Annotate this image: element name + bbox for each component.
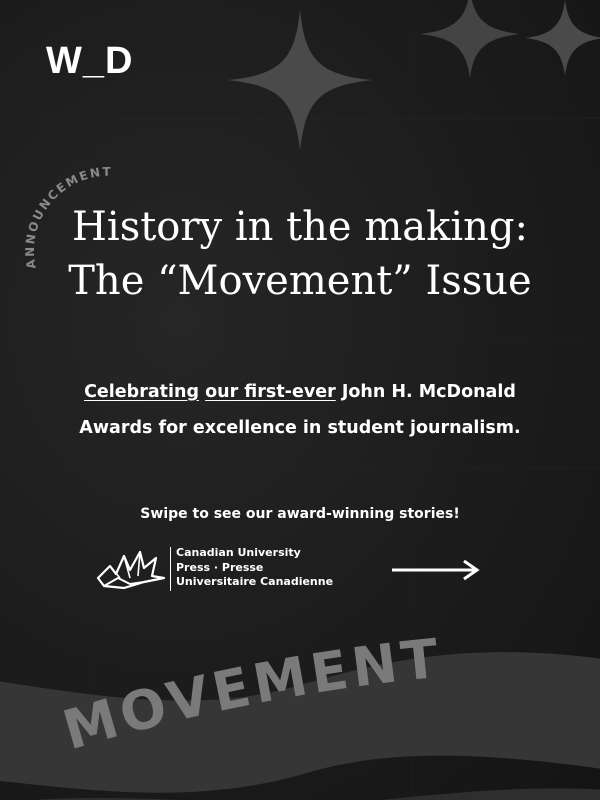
subtext-underlined-2: our first-ever — [205, 382, 336, 402]
headline-line-1: History in the making: — [72, 204, 528, 250]
cup-wordmark — [176, 546, 333, 590]
ribbon-text: MOVEMENT — [56, 626, 446, 763]
cup-logo-icon — [94, 548, 168, 592]
cup-line-2: Press · Presse — [176, 560, 264, 574]
star-shape — [525, 0, 600, 76]
cup-line-1: Canadian University — [176, 546, 301, 559]
swipe-instruction: Swipe to see our award-winning stories! — [140, 506, 460, 522]
cup-line-3: Universitaire Canadienne — [176, 575, 334, 588]
subtext-rest-line-1: John H. McDonald — [341, 382, 516, 402]
announcement-label: ANNOUNCEMENT — [22, 164, 113, 270]
movement-ribbon — [0, 600, 600, 800]
cup-divider — [170, 547, 171, 591]
star-shape — [228, 10, 372, 150]
subtext-line-2: Awards for excellence in student journalism. — [79, 418, 521, 438]
arrow-right-icon — [390, 558, 482, 582]
star-shape — [420, 0, 520, 78]
headline-line-2: The “Movement” Issue — [68, 258, 532, 304]
award-description — [0, 374, 600, 446]
subtext-underlined-1: Celebrating — [84, 382, 199, 402]
brand-logo: W_D — [46, 40, 134, 82]
headline — [0, 200, 600, 308]
